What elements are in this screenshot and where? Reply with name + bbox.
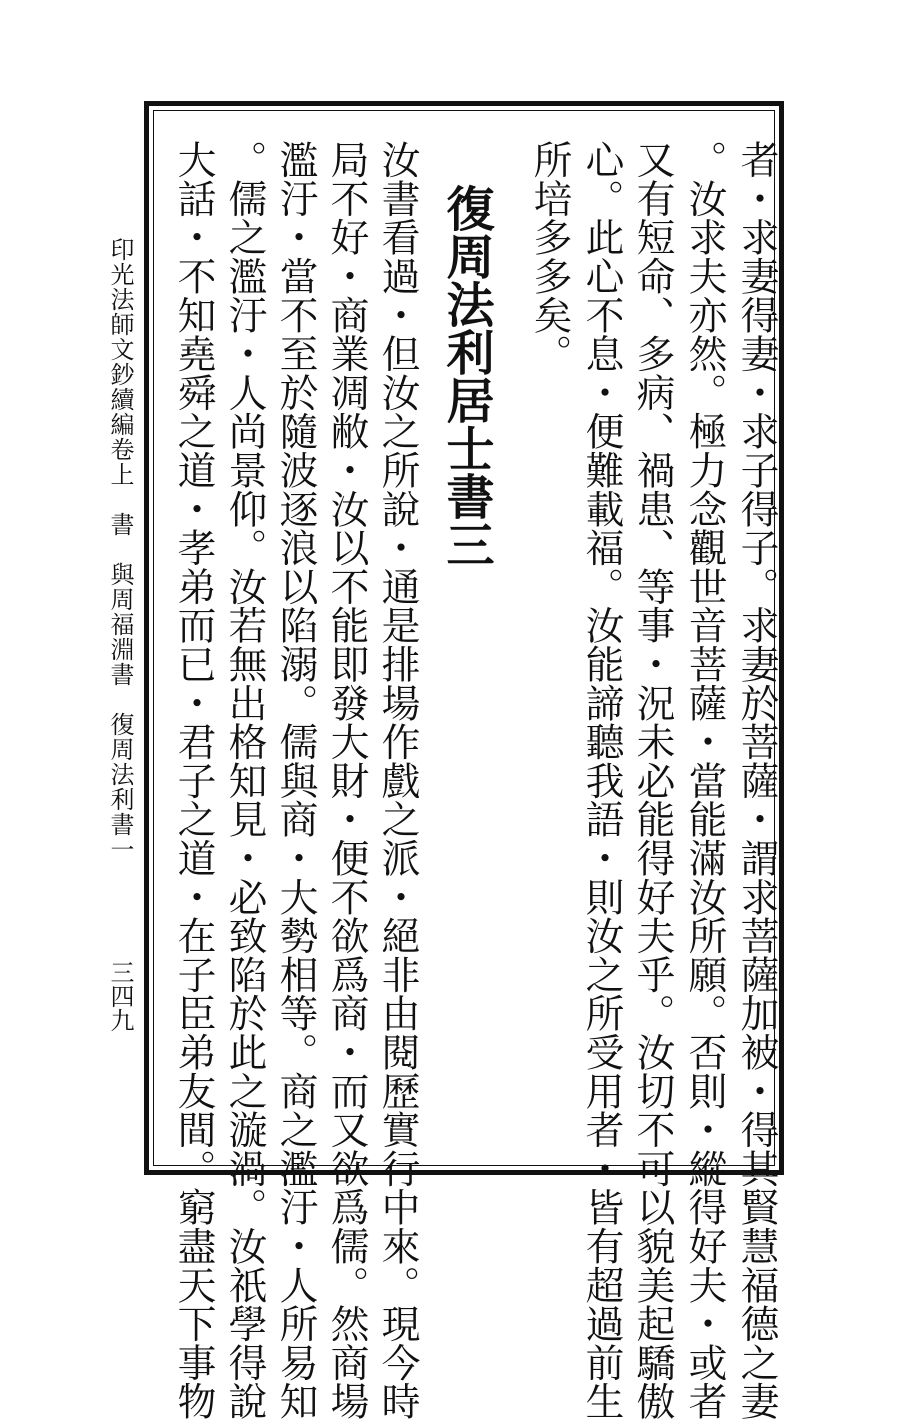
text-column-9: 。儒之濫汙・人尚景仰。汝若無出格知見・必致陷於此之漩渦。汝祇學得說 xyxy=(222,140,267,1420)
text-column-10: 大話・不知堯舜之道・孝弟而已・君子之道・在子臣弟友間。窮盡天下事物 xyxy=(171,140,216,1420)
text-column-2: 。汝求夫亦然。極力念觀世音菩薩・當能滿汝所願。否則・縱得好夫・或者 xyxy=(682,140,727,1420)
text-column-1: 者・求妻得妻・求子得子。求妻於菩薩・謂求菩薩加被・得其賢慧福德之妻 xyxy=(734,140,779,1420)
page-number: 三四九 xyxy=(106,960,134,1032)
text-column-8: 濫汙・當不至於隨波逐浪以陷溺。儒與商・大勢相等。商之濫汙・人所易知 xyxy=(273,140,318,1420)
text-column-7: 局不好・商業凋敝・汝以不能即發大財・便不欲爲商・而又欲爲儒。然商場 xyxy=(324,140,369,1420)
text-column-3: 又有短命、多病、禍患、等事・況未必能得好夫乎。汝切不可以貌美起驕傲 xyxy=(630,140,675,1420)
text-column-4: 心。此心不息・便難載福。汝能諦聽我語・則汝之所受用者・皆有超過前生 xyxy=(579,140,624,1420)
text-column-5: 所培多多矣。 xyxy=(527,140,572,373)
letter-title: 復周法利居士書三 xyxy=(438,184,494,568)
running-head: 印光法師文鈔續編卷上 書 與周福淵書 復周法利書一 xyxy=(106,237,134,862)
text-column-6: 汝書看過・但汝之所說・通是排場作戲之派・絕非由閱歷實行中來。現今時 xyxy=(375,140,420,1420)
